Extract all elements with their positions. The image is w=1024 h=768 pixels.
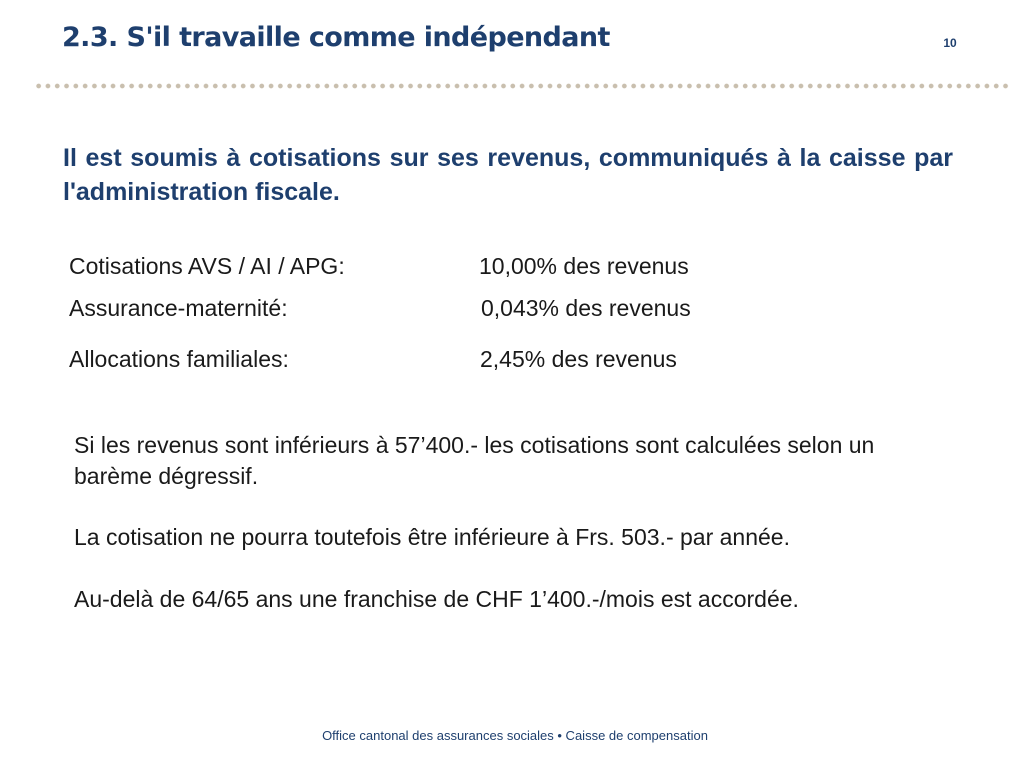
intro-paragraph: Il est soumis à cotisations sur ses revenus, communiqués à la caisse par l'administration fiscale. xyxy=(63,144,953,206)
rate-value: 10,00% des revenus xyxy=(479,253,689,279)
rate-row-family xyxy=(69,346,769,376)
note-retirement-franchise: Au-delà de 64/65 ans une franchise de CHF 1’400.-/mois est accordée. xyxy=(74,586,799,612)
rate-value: 2,45% des revenus xyxy=(480,346,677,372)
page-number: 10 xyxy=(943,36,957,50)
rate-label: Assurance-maternité: xyxy=(69,295,288,321)
footer: Office cantonal des assurances sociales • Caisse de compensation xyxy=(322,728,708,743)
page-title: 2.3. S'il travaille comme indépendant xyxy=(62,22,610,53)
note-degressive-scale: Si les revenus sont inférieurs à 57’400.- les cotisations sont calculées selon un barème dégressif. xyxy=(74,432,875,489)
dotted-divider xyxy=(34,83,1010,89)
note-minimum-contribution: La cotisation ne pourra toutefois être inférieure à Frs. 503.- par année. xyxy=(74,524,790,550)
rate-label: Cotisations AVS / AI / APG: xyxy=(69,253,345,279)
rate-row-maternity xyxy=(69,295,769,325)
rate-row-avs xyxy=(69,253,769,283)
rate-label: Allocations familiales: xyxy=(69,346,289,372)
rate-value: 0,043% des revenus xyxy=(481,295,691,321)
